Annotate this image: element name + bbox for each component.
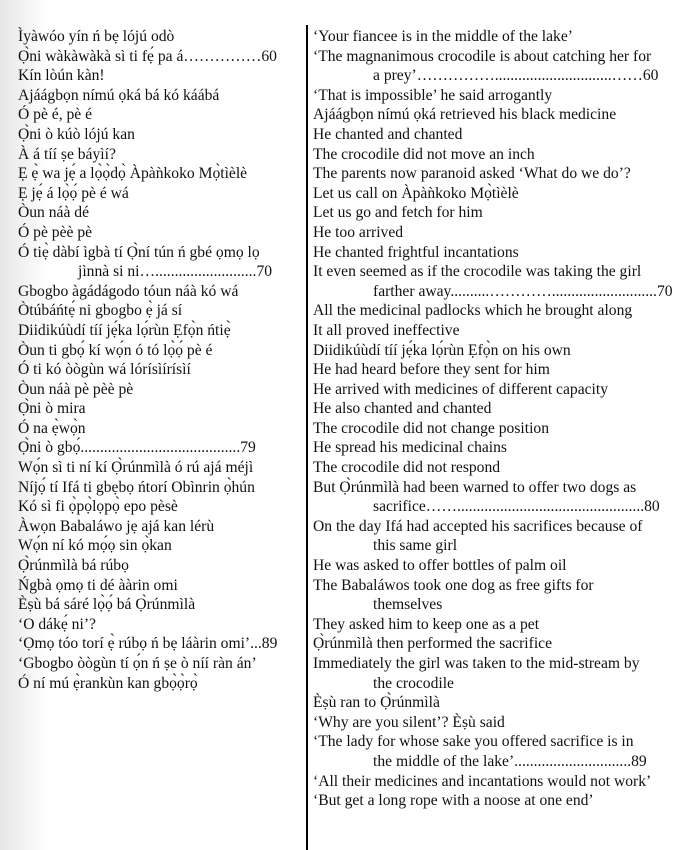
verse-line: ‘The lady for whose sake you offered sacrifice is in [313,733,634,751]
verse-line: ‘The magnanimous crocodile is about catching her for [313,47,652,65]
verse-line: Let us call on Àpàǹkoko Mọ̀tìèlè [313,184,519,202]
verse-line: Ìyàwóo yín ń bẹ lójú odò [18,28,175,45]
verse-line-continuation: sacrifice……................................................80 [373,498,660,516]
verse-line-continuation: themselves [373,596,443,614]
verse-line: Òun náà dé [18,204,90,222]
verse-line: The crocodile did not move an inch [313,145,535,163]
verse-line: It even seemed as if the crocodile was taking the girl [313,263,642,281]
verse-line: The Babaláwos took one dog as free gifts for [313,576,594,594]
verse-line: Diidikúùdí tíí jẹ́ka lọ́rùn Ẹfọ̀n ńtiẹ̀ [18,321,231,339]
verse-line: Wọ́n ní kó mọ́ọ sin ọ̀kan [18,537,172,555]
verse-line: On the day Ifá had accepted his sacrifices because of [313,517,643,535]
english-translation-column [313,27,685,811]
verse-line: ‘Your fiancee is in the middle of the lake’ [313,28,573,45]
verse-line: He arrived with medicines of different capacity [313,380,609,398]
verse-line: Ó pè é, pè é [18,106,93,124]
verse-line: He was asked to offer bottles of palm oil [313,557,567,575]
verse-line: Ó ní mú ẹ̀rankùn kan gbọ̀ọ̀rọ̀ [18,674,198,692]
verse-line-continuation: farther away..........…………...........................70 [373,282,673,300]
verse-line: ‘Gbogbo òògùn tí ọ́n ń ṣe ò níí ràn án’ [18,655,257,672]
verse-line: ‘But get a long rope with a noose at one end’ [313,792,594,810]
verse-line: Immediately the girl was taken to the mid-stream by [313,655,640,672]
verse-line: Níjọ́ tí Ifá ti gbẹbọ ńtorí Obìnrin ọ̀hún [18,478,255,496]
verse-line: Òun ti gbọ́ kí wọ́n ó tó lọ̀ọ́ pè é [18,341,213,359]
verse-line: Ọ̀rúnmìlà then performed the sacrifice [313,635,553,653]
verse-line: He also chanted and chanted [313,400,492,418]
verse-line: Òtúbáńtẹ́ ni gbogbo ẹ̀ já sí [18,302,183,320]
verse-line: But Ọ̀rúnmìlà had been warned to offer two dogs as [313,478,637,496]
verse-line-continuation: this same girl [373,537,458,555]
verse-line: Ńgbà ọmọ ti dé ààrin omi [18,576,178,594]
verse-line: Èṣù ran to Ọ̀rúnmìlà [313,694,440,712]
verse-line: Ọ̀ni ò gbọ́.........................................79 [18,439,256,457]
verse-line-continuation: a prey’……………..............................……60 [373,67,659,85]
verse-line: Diidikúùdí tíí jẹ́ka lọ́rùn Ẹfọ̀n on his own [313,341,571,359]
verse-line: All the medicinal padlocks which he brought along [313,302,633,320]
verse-line-continuation: the middle of the lake’..............................89 [373,752,647,770]
verse-line: Ó na ẹ̀wọ̀n [18,419,86,437]
verse-line: Ó ti kó òògùn wá lórísìírísìí [18,361,191,379]
verse-line: ‘All their medicines and incantations would not work’ [313,772,652,790]
verse-line-continuation: jìnnà si ni…..........................70 [78,263,273,281]
verse-line: Kó sì fi ọ̀pọ̀lọpọ̀ epo pèsè [18,498,178,516]
verse-line: Wọ́n sì ti ní kí Ọ̀rúnmìlà ó rú ajá méjì [18,459,254,477]
verse-line: The crocodile did not respond [313,459,501,477]
verse-line: They asked him to keep one as a pet [313,615,540,633]
verse-line: Gbogbo àgádágodo tóun náà kó wá [18,282,239,300]
verse-line: Ẹ jẹ́ á lọ̀ọ́ pè é wá [18,184,129,202]
verse-line: The crocodile did not change position [313,419,550,437]
yoruba-text-column [18,27,303,693]
verse-line: ‘Ọmọ tóo torí ẹ̀ rúbọ ń bẹ láàrin omi’...89 [18,635,278,653]
verse-line: À á tíí ṣe báyìí? [18,145,116,163]
verse-line: Èṣù bá sáré lọ̀ọ́ bá Ọ̀rúnmìlà [18,596,196,614]
verse-line: Ajáágbọn nímú ọká bá kó káábá [18,86,220,104]
verse-line: Ẹ ẹ̀ wa jẹ́ a lọ̀ọ̀dọ̀ Àpàǹkoko Mọ̀tìèlè [18,165,248,183]
verse-line: Ọ̀rúnmìlà bá rúbọ [18,557,129,575]
column-divider [306,25,308,850]
verse-line: Òun náà pè pèè pè [18,380,134,398]
verse-line: He too arrived [313,223,404,241]
verse-line: Ọ̀ni ò mira [18,400,86,418]
verse-line: Ajáágbọn nímú ọká retrieved his black medicine [313,106,617,124]
verse-line: He spread his medicinal chains [313,439,507,457]
verse-line: ‘O dákẹ́ ni’? [18,615,96,633]
verse-line: Ó pè pèè pè [18,223,93,241]
verse-line: Ọ̀ni ò kúò lójú kan [18,125,135,143]
verse-line: Ó tiẹ̀ dàbí ìgbà tí Ọ̀ní tún ń gbé ọmọ lọ [18,243,260,261]
verse-line: ‘That is impossible’ he said arrogantly [313,86,553,104]
verse-line: He chanted and chanted [313,125,463,143]
verse-line: Àwọn Babaláwo jẹ ajá kan lérù [18,517,215,535]
verse-line: Let us go and fetch for him [313,204,483,222]
verse-line-continuation: the crocodile [373,674,454,692]
verse-line: The parents now paranoid asked ‘What do we do’? [313,165,631,183]
verse-line: Ọ̀ni wàkàwàkà sì ti fẹ́ pa á……………60 [18,47,277,65]
verse-line: Kín lòún kàn! [18,67,105,85]
verse-line: He had heard before they sent for him [313,361,550,379]
verse-line: He chanted frightful incantations [313,243,519,261]
verse-line: It all proved ineffective [313,321,460,339]
verse-line: ‘Why are you silent’? Èṣù said [313,713,505,731]
